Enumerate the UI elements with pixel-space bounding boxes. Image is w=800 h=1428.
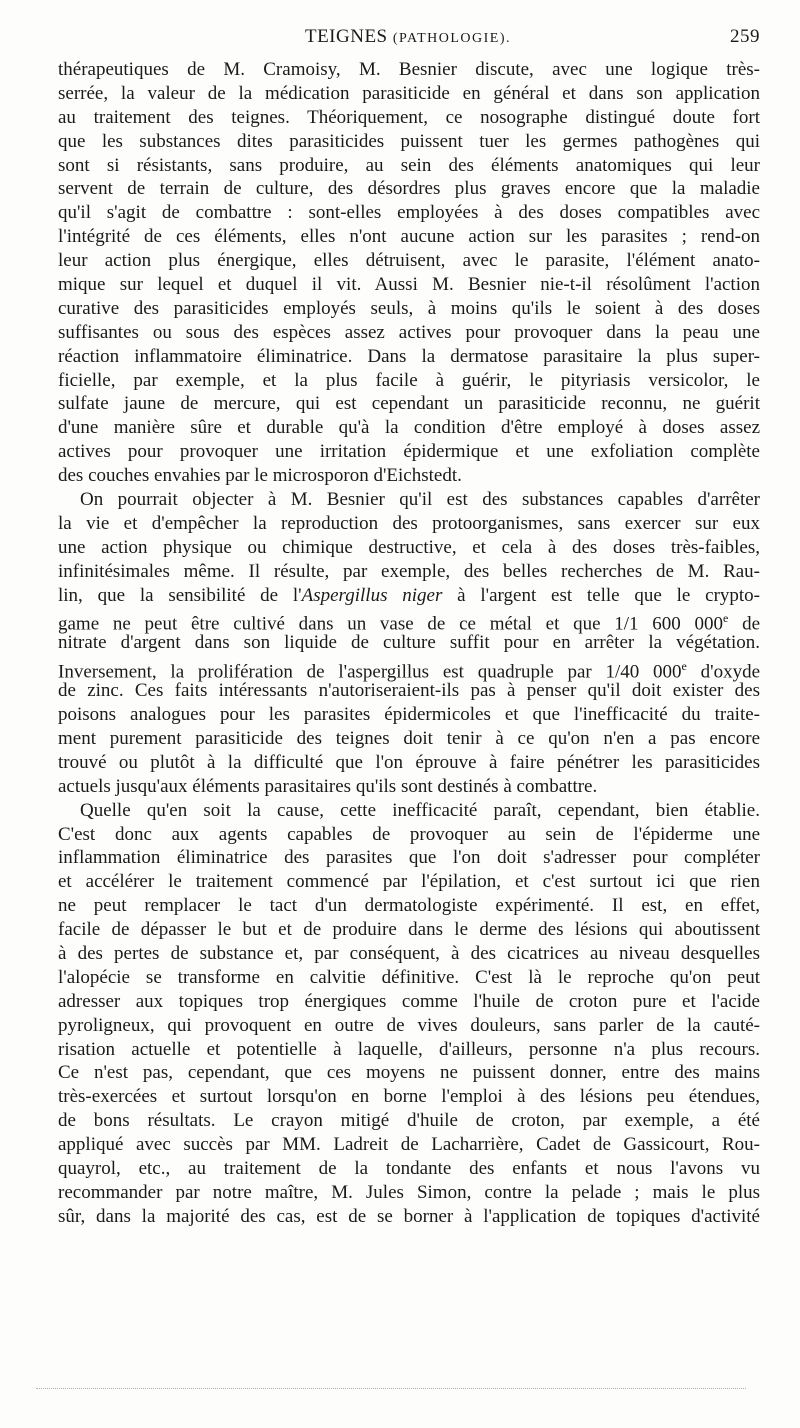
text-line: serrée, la valeur de la médication parasiticide en général et dans son application [58, 82, 760, 104]
body-text [58, 58, 760, 1229]
text-line: de bons résultats. Le crayon mitigé d'huile de croton, par exemple, a été [58, 1110, 760, 1132]
text-line-with-fraction [58, 607, 760, 635]
running-title-main: TEIGNES [304, 26, 388, 47]
text-line: de zinc. Ces faits intéressants n'autoriseraient-ils pas à penser qu'il doit exister des [58, 680, 760, 702]
text-line-with-italic [58, 584, 760, 608]
text-line: pyroligneux, qui provoquent en outre de vives douleurs, sans parler de la cauté- [58, 1014, 760, 1036]
text-line: actives pour provoquer une irritation épidermique et une exfoliation complète [58, 441, 760, 463]
text-line: facile de dépasser le but et de produire dans le derme des lésions qui aboutissent [58, 919, 760, 941]
italic-term: Aspergillus niger [301, 584, 443, 606]
text-line: l'intégrité de ces éléments, elles n'ont aucune action sur les parasites ; rend-on [58, 226, 760, 248]
text-line: très-exercées et surtout lorsqu'on en borne l'emploi à des lésions peu étendues, [58, 1086, 760, 1108]
line-segment: à l'argent est telle que le crypto- [442, 584, 761, 606]
text-line: actuels jusqu'aux éléments parasitaires qu'ils sont destinés à combattre. [58, 775, 598, 797]
text-line: réaction inflammatoire éliminatrice. Dans la dermatose parasitaire la plus super- [58, 345, 760, 367]
text-line: On pourrait objecter à M. Besnier qu'il est des substances capables d'arrêter [80, 489, 760, 511]
text-line: sulfate jaune de mercure, qui est cependant un parasiticide reconnu, ne guérit [58, 393, 760, 415]
superscript: e [723, 611, 729, 626]
bottom-dotted-rule [36, 1388, 746, 1389]
text-line: que les substances dites parasiticides puissent tuer les germes pathogènes qui [58, 130, 760, 152]
running-title [56, 26, 760, 48]
text-line: leur action plus énergique, elles détruisent, avec le parasite, l'élément anato- [58, 250, 760, 272]
text-line: sûr, dans la majorité des cas, est de se borner à l'application de topiques d'activité [58, 1205, 760, 1227]
text-line: une action physique ou chimique destructive, et cela à des doses très-faibles, [58, 536, 760, 558]
text-line: C'est donc aux agents capables de provoquer au sein de l'épiderme une [58, 823, 760, 845]
line-segment: Inversement, la prolifération de l'aspergillus est quadruple par 1/40 000 [58, 661, 682, 683]
line-segment: lin, que la sensibilité de l' [58, 584, 302, 606]
running-head [56, 26, 760, 52]
text-line: qu'il s'agit de combattre : sont-elles employées à des doses compatibles avec [58, 202, 760, 224]
text-line: inflammation éliminatrice des parasites que l'on doit s'adresser pour compléter [58, 847, 760, 869]
text-line: Quelle qu'en soit la cause, cette inefficacité paraît, cependant, bien établie. [80, 799, 760, 821]
text-line: quayrol, etc., au traitement de la tondante des enfants et nous l'avons vu [58, 1157, 760, 1179]
text-line: appliqué avec succès par MM. Ladreit de Lacharrière, Cadet de Gassicourt, Rou- [58, 1134, 760, 1156]
text-line: adresser aux topiques trop énergiques comme l'huile de croton pure et l'acide [58, 990, 760, 1012]
text-line: curative des parasiticides employés seuls, à moins qu'ils le soient à des doses [58, 297, 760, 319]
line-segment: de [728, 613, 760, 635]
text-line: l'alopécie se transforme en calvitie définitive. C'est là le reproche qu'on peut [58, 966, 760, 988]
text-line: des couches envahies par le microsporon d'Eichstedt. [58, 465, 462, 487]
text-line: trouvé ou plutôt à la difficulté que l'on éprouve à faire pénétrer les parasiticides [58, 751, 760, 773]
text-line: à des pertes de substance et, par conséquent, à des cicatrices au niveau desquelles [58, 942, 760, 964]
text-line: risation actuelle et potentielle à laquelle, d'ailleurs, personne n'a plus recours. [58, 1038, 760, 1060]
text-line: ment purement parasiticide des teignes doit tenir à ce qu'on n'en a pas encore [58, 727, 760, 749]
text-line: et accélérer le traitement commencé par l'épilation, et c'est surtout ici que rien [58, 871, 760, 893]
text-line: servent de terrain de culture, des désordres plus graves encore que la maladie [58, 178, 760, 200]
running-title-sub: (PATHOLOGIE). [392, 31, 512, 46]
text-line: suffisantes ou sous des espèces assez actives pour provoquer dans la peau une [58, 321, 760, 343]
text-line: d'une manière sûre et durable qu'à la condition d'être employé à doses assez [58, 417, 760, 439]
text-line: ficielle, par exemple, et la plus facile à guérir, le pityriasis versicolor, le [58, 369, 760, 391]
text-line: ne peut remplacer le tact d'un dermatologiste expérimenté. Il est, en effet, [58, 895, 760, 917]
text-line: mique sur lequel et duquel il vit. Aussi M. Besnier nie-t-il résolûment l'action [58, 274, 760, 296]
line-segment: game ne peut être cultivé dans un vase de ce métal et que 1/1 600 000 [58, 613, 723, 635]
text-line: sont si résistants, sans produire, au sein des éléments anatomiques qui leur [58, 154, 760, 176]
text-line: thérapeutiques de M. Cramoisy, M. Besnier discute, avec une logique très- [58, 59, 760, 80]
page-number: 259 [730, 26, 760, 47]
text-line: nitrate d'argent dans son liquide de culture suffit pour en arrêter la végétation. [58, 632, 760, 654]
text-line: Ce n'est pas, cependant, que ces moyens ne puissent donner, entre des mains [58, 1062, 760, 1084]
text-line: infinitésimales même. Il résulte, par exemple, des belles recherches de M. Rau- [58, 560, 760, 582]
text-line-with-fraction [58, 655, 761, 683]
text-line: au traitement des teignes. Théoriquement, ce nosographe distingué doute fort [58, 106, 760, 128]
text-line: la vie et d'empêcher la reproduction des protoorganismes, sans exercer sur eux [58, 512, 760, 534]
line-segment: d'oxyde [686, 661, 761, 683]
text-line: poisons analogues pour les parasites épidermicoles et que l'inefficacité du traite- [58, 704, 760, 726]
superscript: e [681, 659, 687, 674]
text-line: recommander par notre maître, M. Jules Simon, contre la pelade ; mais le plus [58, 1181, 760, 1203]
